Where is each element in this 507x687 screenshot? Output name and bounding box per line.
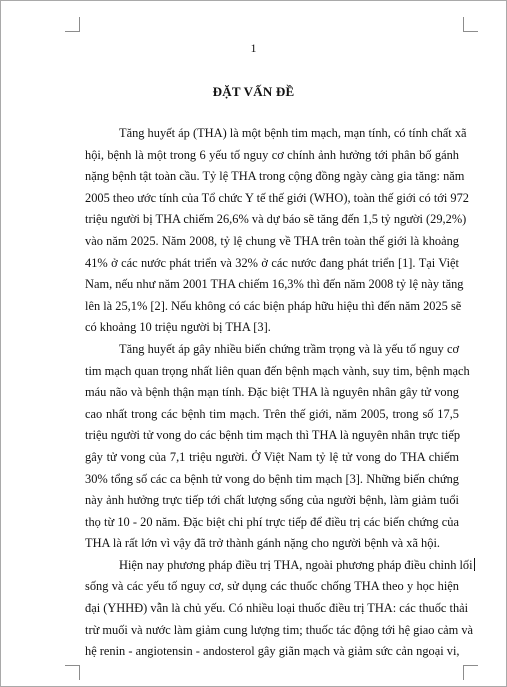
document-page: [1, 1, 506, 686]
text-line[interactable]: [85, 296, 462, 318]
text-line[interactable]: [85, 641, 459, 663]
text-line[interactable]: [85, 123, 467, 145]
text-line-content: THA là rất lớn vì vậy đã trở thành gánh nặng cho người bệnh và xã hội.: [85, 536, 440, 551]
text-line-content: 30% tổng số các ca bệnh tử vong do bệnh tim mạch [3]. Những biến chứng: [85, 471, 459, 486]
text-line-content: Nam, nếu như năm 2001 THA chiếm 16,3% thì đến năm 2008 tỷ lệ này tăng: [85, 277, 464, 292]
text-line-content: 41% ở các nước phát triển và 32% ở các nước đang phát triển [1]. Tại Việt: [85, 255, 459, 270]
text-line[interactable]: [85, 512, 459, 534]
text-line-content: có khoảng 10 triệu người bị THA [3].: [85, 320, 271, 335]
text-line[interactable]: [85, 598, 469, 620]
text-line[interactable]: [85, 317, 459, 339]
text-line-content: Tăng huyết áp (THA) là một bệnh tim mạch, mạn tính, có tính chất xã: [119, 126, 467, 140]
text-line-content: cao nhất trong các bệnh tim mạch. Trên thế giới, năm 2005, trong số 17,5: [85, 406, 459, 421]
document-title[interactable]: ĐẶT VẤN ĐỀ: [212, 84, 295, 99]
text-line[interactable]: [85, 533, 459, 555]
text-line-content: gây tử vong của 7,1 triệu người. Ở Việt Nam tỷ lệ tử vong do THA chiếm: [85, 449, 459, 464]
text-line-content: triệu người tử vong do các bệnh tim mạch thì THA là nguyên nhân trực tiếp: [85, 428, 461, 443]
text-line[interactable]: [85, 339, 459, 361]
text-line-content: lên là 25,1% [2]. Nếu không có các biện pháp hữu hiệu thì đến năm 2025 sẽ: [85, 298, 462, 313]
text-line[interactable]: [85, 253, 459, 275]
text-line[interactable]: [85, 555, 473, 577]
text-line[interactable]: [85, 425, 459, 447]
text-line-content: 2005 theo ước tính của Tổ chức Y tế thế giới (WHO), toàn thế giới có tới 972: [85, 190, 469, 205]
text-line[interactable]: [85, 274, 464, 296]
text-line[interactable]: [85, 620, 474, 642]
text-line-content: trừ muối và nước làm giảm cung lượng tim; thuốc tác động tới hệ giao cảm và: [85, 622, 474, 637]
text-line[interactable]: [85, 469, 459, 491]
text-line-content: hội, bệnh là một trong 6 yếu tố nguy cơ chính ảnh hưởng tới phân bố gánh: [85, 147, 459, 162]
text-line-content: tim mạch quan trọng nhất liên quan đến bệnh mạch vành, suy tim, bệnh mạch: [85, 363, 470, 378]
text-line-content: này ảnh hưởng trực tiếp tới chất lượng sống của người bệnh, làm giảm tuổi: [85, 493, 459, 508]
text-line-content: máu não và bệnh thận mạn tính. Đặc biệt THA là nguyên nhân gây tử vong: [85, 385, 459, 400]
text-line[interactable]: [85, 231, 459, 253]
text-cursor: [474, 558, 475, 571]
text-line[interactable]: [85, 145, 459, 167]
text-line[interactable]: [85, 166, 465, 188]
text-line[interactable]: [85, 490, 459, 512]
text-line-content: vào năm 2025. Năm 2008, tỷ lệ chung về THA trên toàn thế giới là khoảng: [85, 233, 459, 248]
text-line[interactable]: [85, 361, 470, 383]
text-line[interactable]: [85, 188, 469, 210]
text-line-content: đại (YHHĐ) vẫn là chủ yếu. Có nhiều loại thuốc điều trị THA: các thuốc thải: [85, 601, 469, 616]
text-line-content: triệu người bị THA chiếm 26,6% và dự báo sẽ tăng đến 1,5 tỷ người (29,2%): [85, 212, 467, 227]
text-line-content: sống và các yếu tố nguy cơ, sử dụng các thuốc chống THA theo y học hiện: [85, 579, 459, 594]
document-body[interactable]: [85, 123, 474, 663]
text-line[interactable]: [85, 576, 459, 598]
text-line-content: thọ từ 10 - 20 năm. Đặc biệt chi phí trực tiếp để điều trị các biến chứng của: [85, 514, 459, 529]
margin-corner-bottom-left: [65, 665, 80, 680]
text-line[interactable]: [85, 404, 459, 426]
text-line-content: hệ renin - angiotensin - andosterol gây giãn mạch và giảm sức cản ngoại vi,: [85, 644, 460, 659]
page-number: 1: [250, 41, 257, 55]
text-line[interactable]: [85, 382, 459, 404]
text-line-content: nặng bệnh tật toàn cầu. Tỷ lệ THA trong cộng đồng ngày càng gia tăng: năm: [85, 169, 465, 184]
margin-corner-top-left: [65, 17, 80, 32]
margin-corner-top-right: [463, 17, 478, 32]
text-line-content: Tăng huyết áp gây nhiều biến chứng trầm trọng và là yếu tố nguy cơ: [119, 341, 459, 356]
text-line-content: Hiện nay phương pháp điều trị THA, ngoài phương pháp điều chỉnh lối: [119, 557, 473, 572]
margin-corner-bottom-right: [463, 665, 478, 680]
text-line[interactable]: [85, 447, 459, 469]
text-line[interactable]: [85, 209, 467, 231]
